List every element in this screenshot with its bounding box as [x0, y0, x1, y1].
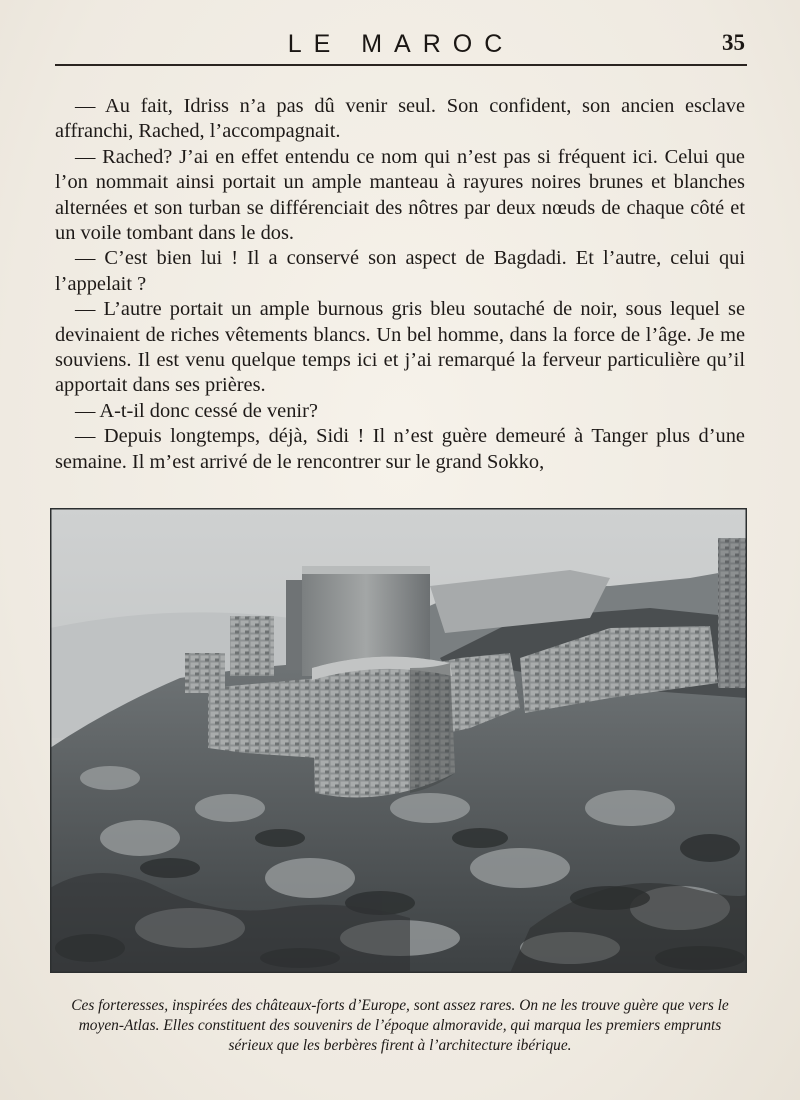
- fortress-photo-illustration: [50, 508, 747, 973]
- page-number: 35: [722, 30, 745, 55]
- paragraph: — A-t-il donc cessé de venir?: [75, 399, 318, 422]
- figure-caption: Ces forteresses, inspirées des châteaux-forts d’Europe, sont assez rares. On ne les trouve guère que vers le moyen-Atlas. Elles constituent des souvenirs de l’époque almoravide, qui marqua les premiers emprunts sérieux que les berbères firent à l’architecture ibérique.: [71, 997, 729, 1054]
- body-text: [55, 94, 745, 475]
- keep-top: [302, 566, 430, 574]
- bastion-shade: [410, 663, 455, 793]
- fortress-photograph: [50, 508, 747, 973]
- header-rule: [55, 64, 747, 66]
- running-title: LE MAROC: [287, 30, 515, 58]
- right-tower-shade: [718, 538, 747, 688]
- paragraph: — L’autre portait un ample burnous gris bleu soutaché de noir, sous lequel se devinaient de riches vêtements blancs. Un bel homme, dans la force de l’âge. Je me souviens. Il est venu quelque temps ici et j’ai remarqué la ferveur particulière qu’il apportait dans ses prières.: [55, 298, 745, 397]
- left-tower: [230, 616, 274, 676]
- paragraph: — Rached? J’ai en effet entendu ce nom qui n’est pas si fréquent ici. Celui que l’on nommait ainsi portait un ample manteau à rayures noires brunes et blanches alternées et son turban se différenciait des nôtres par deux nœuds de chaque côté et un voile tombant dans le dos.: [55, 145, 745, 245]
- paragraph: — C’est bien lui ! Il a conservé son aspect de Bagdadi. Et l’autre, celui qui l’appelait ?: [55, 247, 745, 295]
- far-left-tower: [185, 653, 225, 693]
- keep-side-tower: [286, 580, 302, 670]
- paragraph: — Depuis longtemps, déjà, Sidi ! Il n’est guère demeuré à Tanger plus d’une semaine. Il m’est arrivé de le rencontrer sur le grand Sokko,: [55, 425, 745, 473]
- page-header: [55, 24, 747, 66]
- paragraph: — Au fait, Idriss n’a pas dû venir seul. Son confident, son ancien esclave affranchi, Rached, l’accompagnait.: [55, 95, 745, 143]
